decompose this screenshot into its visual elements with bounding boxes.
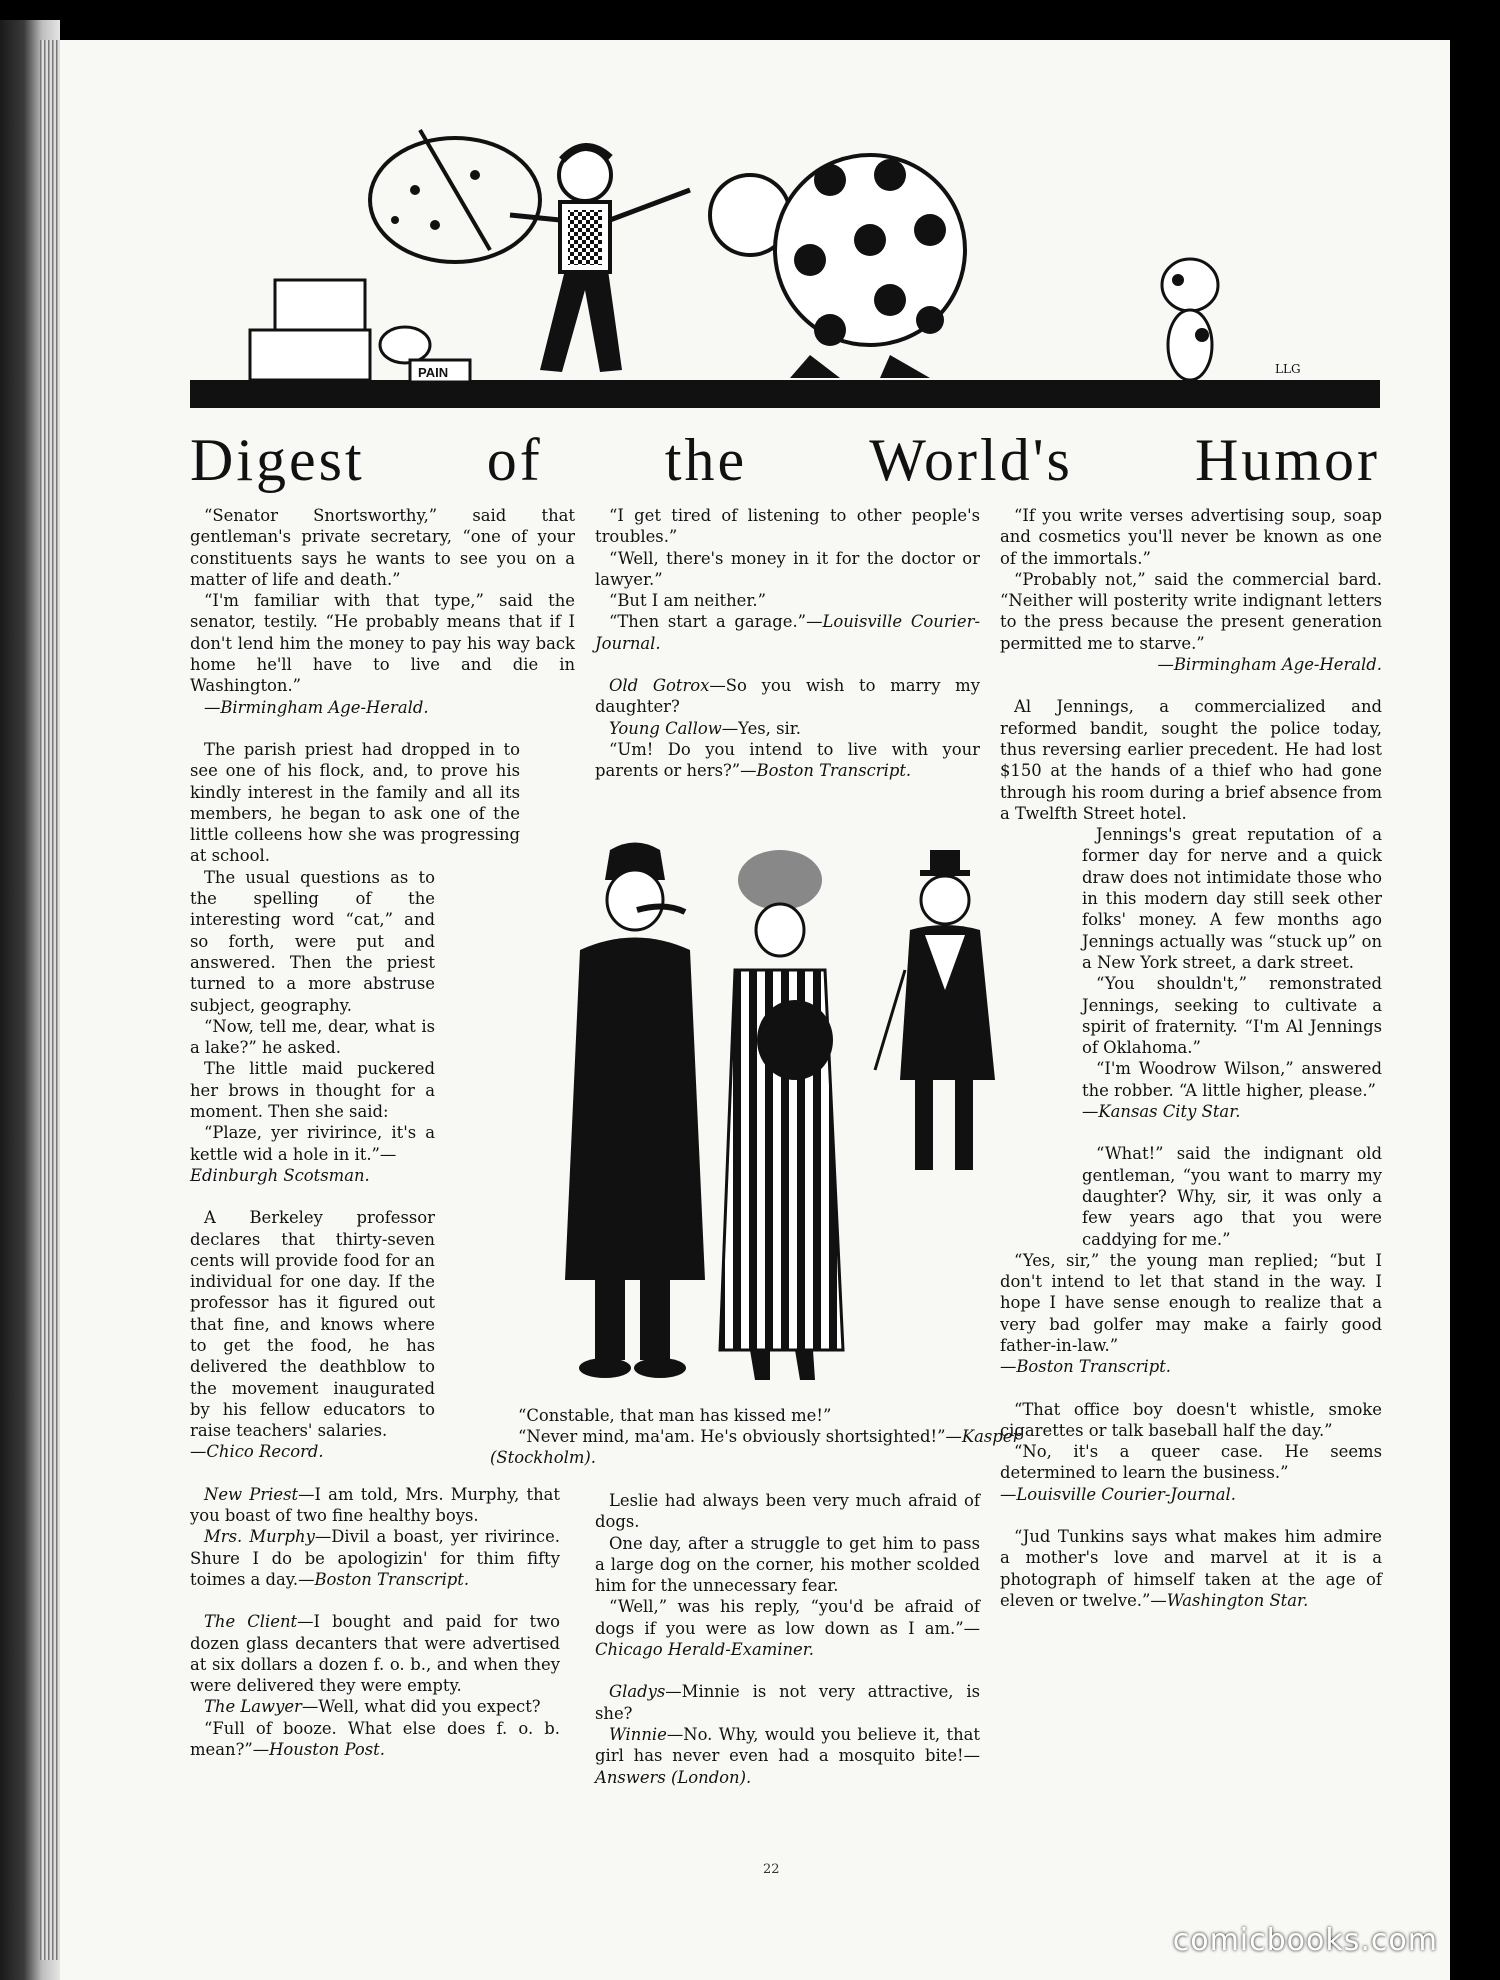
dialogue-text: —Yes, sir. <box>721 718 801 738</box>
paragraph: “I get tired of listening to other people's troubles.” <box>595 506 980 547</box>
constable-cartoon <box>525 840 1045 1400</box>
paragraph: “You shouldn't,” remonstrated Jennings, seeking to cultivate a spirit of fraternity. “I'm Al Jennings of Oklahoma.” <box>1082 974 1382 1058</box>
paragraph: The usual questions as to the spelling of the interesting word “cat,” and so forth, were put and answered. Then the priest turned to a more abstruse subject, geography. <box>190 867 435 1015</box>
source-credit: —Chico Record. <box>190 1442 324 1462</box>
dialogue-text: —I bought and paid for two dozen glass decanters that were advertised at six dollars a dozen f. o. b., and when they were delivered they were empty. <box>190 1612 560 1696</box>
paragraph: “I'm familiar with that type,” said the senator, testily. “He probably means that if I don't lend him the money to pay his way back home he'll have to live and die in Washington.” <box>190 591 575 696</box>
palette <box>370 138 540 262</box>
dialogue-line <box>190 1484 560 1527</box>
source-credit: —Kansas City Star. <box>1082 1102 1241 1122</box>
paragraph: The little maid puckered her brows in thought for a moment. Then she said: <box>190 1059 435 1122</box>
paragraph: “Yes, sir,” the young man replied; “but I don't intend to let that stand in the way. I hope I have sense enough to realize that a very bad golfer may make a fairly good father-in-law.” <box>1000 1250 1382 1355</box>
source-credit: —Boston Transcript. <box>298 1569 470 1589</box>
gentleman-figure <box>875 850 995 1170</box>
paragraph: A Berkeley professor declares that thirty-seven cents will provide food for an individual for one day. If the professor has it figured out that fine, and knows where to get the food, he has delivered the deathblow to the movement inaugurated by his fellow educators to raise teachers' salaries. <box>190 1208 435 1441</box>
speaker-name: The Client <box>204 1612 298 1632</box>
caption-text: “Never mind, ma'am. He's obviously shortsighted!” <box>518 1427 946 1446</box>
page-number: 22 <box>763 1862 780 1877</box>
dialogue-text: —Divil a boast, yer rivirince. Shure I do be apologizin' for thim fifty toimes a day. <box>190 1527 560 1589</box>
source-credit: —Houston Post. <box>252 1740 385 1760</box>
dialogue-line <box>190 1718 560 1761</box>
spotted-dog-figure <box>1162 259 1218 380</box>
clown-figure <box>710 155 965 378</box>
paragraph: “Probably not,” said the commercial bard. “Neither will posterity write indignant letters to the press because the present generation permitted me to starve.” <box>1000 569 1382 653</box>
paragraph: The parish priest had dropped in to see one of his flock, and, to prove his kindly interest in the family and all its members, he began to ask one of the little colleens how she was progressing at school. <box>190 739 520 866</box>
paragraph: Al Jennings, a commercialized and reformed bandit, sought the police today, thus reversing earlier precedent. He had lost $150 at the hands of a thief who had gone through his room during a brief absence from a Twelfth Street hotel. <box>1000 697 1382 823</box>
source-credit: —Washington Star. <box>1150 1590 1309 1610</box>
source-credit: —Boston Transcript. <box>740 761 912 781</box>
title-word: Humor <box>1194 427 1380 493</box>
title-word: of <box>486 427 543 493</box>
dialogue-line <box>595 1596 980 1660</box>
dialogue-line <box>595 718 980 739</box>
speaker-name: Old Gotrox <box>609 676 710 696</box>
artist-signature: LLG <box>1275 362 1301 376</box>
dialogue-text: “Well,” was his reply, “you'd be afraid of dogs if you were as low down as I am.” <box>595 1597 980 1638</box>
source-credit: —Louisville Courier-Journal. <box>595 612 980 653</box>
dialogue-text: —I am told, Mrs. Murphy, that you boast of two fine healthy boys. <box>190 1484 560 1526</box>
speaker-name: Gladys <box>609 1682 666 1702</box>
title-word: World's <box>869 427 1073 493</box>
paint-can-label: PAIN <box>418 365 449 380</box>
scan-page-stack <box>40 40 60 1960</box>
paragraph: “Now, tell me, dear, what is a lake?” he asked. <box>190 1016 435 1058</box>
source-credit: —Answers (London). <box>595 1746 980 1787</box>
dialogue-line <box>595 675 980 718</box>
scan-right-edge <box>1450 40 1500 1940</box>
paragraph: “But I am neither.” <box>609 591 766 611</box>
column-1 <box>190 505 575 1760</box>
column-2-bottom <box>595 1490 980 1788</box>
dialogue-line <box>595 1681 980 1724</box>
speaker-name: New Priest <box>204 1484 299 1504</box>
lady-figure <box>720 850 843 1380</box>
source-credit: —Boston Transcript. <box>1000 1357 1171 1377</box>
header-illustration <box>190 120 1380 420</box>
column-2-top <box>595 505 980 782</box>
speaker-name: The Lawyer <box>204 1697 302 1717</box>
dialogue-text: “Jud Tunkins says what makes him admire a mother's love and marvel at it is a photograph of himself taken at the age of eleven or twelve.” <box>1000 1527 1382 1610</box>
caption-line <box>490 1426 1110 1468</box>
dialogue-text: —No. Why, would you believe it, that girl has never even had a mosquito bite! <box>595 1724 980 1766</box>
speaker-name: Winnie <box>609 1724 667 1744</box>
speaker-name: Mrs. Murphy <box>204 1527 315 1547</box>
paragraph: “What!” said the indignant old gentleman, “you want to marry my daughter? Why, sir, it was only a few years ago that you were caddying for me.” <box>1082 1144 1382 1249</box>
paragraph: “Senator Snortsworthy,” said that gentleman's private secretary, “one of your constituents says he wants to see you on a matter of life and death.” <box>190 506 575 589</box>
source-credit: —Birmingham Age-Herald. <box>204 697 429 717</box>
dialogue-text: “Full of booze. What else does f. o. b. mean?” <box>190 1718 560 1760</box>
cartoon-caption <box>490 1405 1110 1468</box>
caption-line: “Constable, that man has kissed me!” <box>518 1406 832 1425</box>
paragraph: One day, after a struggle to get him to pass a large dog on the corner, his mother scolded him for the unnecessary fear. <box>595 1533 980 1596</box>
dialogue-text: “No, it's a queer case. He seems determined to learn the business.” <box>1000 1442 1382 1483</box>
paragraph: “That office boy doesn't whistle, smoke cigarettes or talk baseball half the day.” <box>1000 1399 1382 1440</box>
floor-bar <box>190 380 1380 408</box>
paragraph: Jennings's great reputation of a former day for nerve and a quick draw does not intimidate those who in this modern day still seek other folks' money. A few months ago Jennings actually was “stuck up” on a New York street, a dark street. <box>1082 825 1382 972</box>
title-word: the <box>664 427 748 493</box>
dialogue-line <box>190 1611 560 1696</box>
paragraph: “I'm Woodrow Wilson,” answered the robber. “A little higher, please.” <box>1082 1059 1382 1100</box>
dialogue-text: —So you wish to marry my daughter? <box>595 676 980 717</box>
page-title <box>190 420 1380 500</box>
title-word: Digest <box>190 427 365 493</box>
paint-box-props <box>250 280 470 382</box>
dialogue-line <box>190 1526 560 1590</box>
paragraph: “Plaze, yer rivirince, it's a kettle wid a hole in it.”— <box>190 1123 435 1164</box>
dialogue-text: —Well, what did you expect? <box>301 1697 541 1717</box>
constable-figure <box>565 843 705 1379</box>
paragraph: Leslie had always been very much afraid of dogs. <box>595 1491 980 1532</box>
source-credit: Edinburgh Scotsman. <box>190 1165 370 1185</box>
dialogue-line <box>595 739 980 782</box>
source-credit: —Chicago Herald-Examiner. <box>595 1618 980 1660</box>
dialogue-text: —Minnie is not very attractive, is she? <box>595 1682 980 1723</box>
paragraph: “If you write verses advertising soup, soap and cosmetics you'll never be known as one of the immortals.” <box>1000 506 1382 568</box>
dialogue-line <box>190 1696 560 1717</box>
paragraph: “Well, there's money in it for the doctor or lawyer.” <box>595 548 980 589</box>
dialogue-text: “Um! Do you intend to live with your parents or hers?” <box>595 739 980 781</box>
dialogue-line <box>595 1724 980 1788</box>
dialogue-text: “Then start a garage.” <box>609 612 807 632</box>
source-credit: —Louisville Courier-Journal. <box>1000 1484 1236 1504</box>
watermark: comicbooks.com <box>1172 1923 1438 1958</box>
speaker-name: Young Callow <box>609 718 722 738</box>
source-credit: —Birmingham Age-Herald. <box>1157 655 1382 675</box>
source-credit: —Kasper (Stockholm). <box>490 1427 1021 1467</box>
dialogue-line <box>595 611 980 654</box>
dialogue-line <box>1000 1526 1382 1611</box>
